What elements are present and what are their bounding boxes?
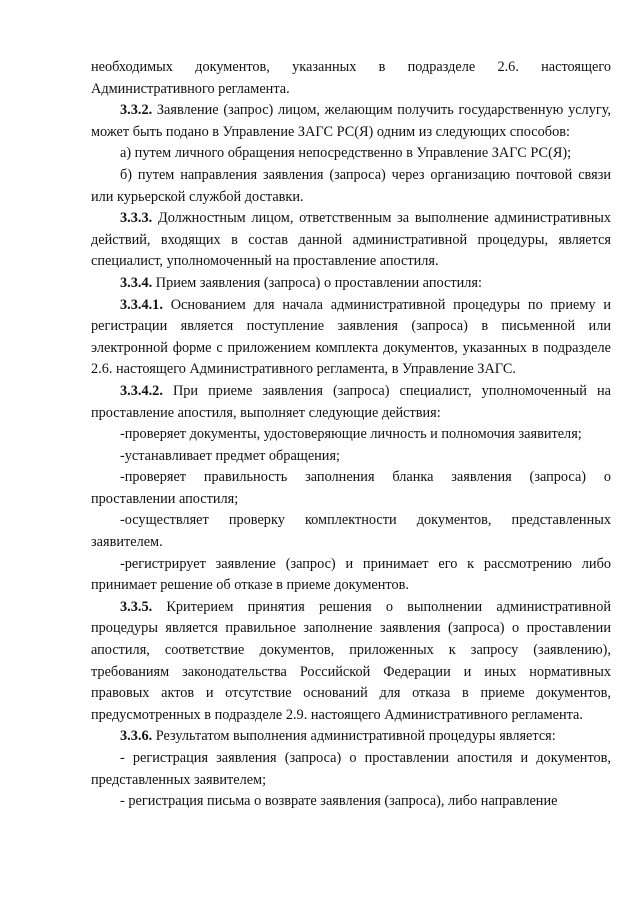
section-3-3-4: 3.3.4. Прием заявления (запроса) о проставлении апостиля:: [120, 274, 482, 291]
section-number: 3.3.5.: [120, 598, 153, 615]
list-item: -проверяет правильность заполнения бланка заявления (запроса) о проставлении апостиля;: [91, 469, 611, 507]
list-item: -проверяет документы, удостоверяющие личность и полномочия заявителя;: [120, 426, 582, 443]
section-number: 3.3.6.: [120, 728, 153, 745]
section-number: 3.3.4.1.: [120, 296, 163, 313]
list-item: -устанавливает предмет обращения;: [120, 447, 341, 464]
list-item: б) путем направления заявления (запроса) через организацию почтовой связи или курьерской службой доставки.: [91, 166, 611, 205]
section-3-3-4-2: 3.3.4.2. При приеме заявления (запроса) специалист, уполномоченный на проставление апостиля, выполняет следующие действия:: [91, 382, 611, 421]
paragraph: необходимых документов, указанных в подразделе 2.6. настоящего Административного регламента.: [91, 59, 611, 97]
section-3-3-3: 3.3.3. Должностным лицом, ответственным за выполнение административных действий, входящих в состав данной административной процедуры, является специалист, уполномоченный на проставление апостиля.: [91, 210, 611, 270]
section-number: 3.3.4.: [120, 274, 153, 291]
document-page: [91, 57, 611, 813]
list-item: -осуществляет проверку комплектности документов, представленных заявителем.: [91, 512, 611, 551]
list-item: -регистрирует заявление (запрос) и принимает его к рассмотрению либо принимает решение об отказе в приеме документов.: [91, 555, 611, 594]
section-number: 3.3.4.2.: [120, 382, 163, 399]
section-number: 3.3.2.: [120, 102, 153, 119]
list-item: - регистрация письма о возврате заявления (запроса), либо направление: [120, 793, 558, 810]
list-item: а) путем личного обращения непосредственно в Управление ЗАГС РС(Я);: [120, 145, 572, 162]
section-3-3-2: 3.3.2. Заявление (запрос) лицом, желающим получить государственную услугу, может быть подано в Управление ЗАГС РС(Я) одним из следующих способов:: [91, 102, 611, 140]
section-3-3-6: 3.3.6. Результатом выполнения административной процедуры является:: [120, 728, 556, 745]
section-3-3-4-1: 3.3.4.1. Основанием для начала административной процедуры по приему и регистрации является поступление заявления (запроса) в письменной или электронной форме с приложением комплекта документов, указанных в подразделе 2.6. настоящего Административного регламента, в Управление ЗАГС.: [91, 296, 611, 378]
section-3-3-5: 3.3.5. Критерием принятия решения о выполнении административной процедуры является правильное заполнение заявления (запроса) о проставлении апостиля, соответствие документов, приложенных к запросу (заявлению), требованиям законодательства Российской Федерации и иных нормативных правовых актов и отсутствие оснований для отказа в приеме документов, предусмотренных в подразделе 2.9. настоящего Административного регламента.: [91, 598, 611, 723]
list-item: - регистрация заявления (запроса) о проставлении апостиля и документов, представленных заявителем;: [91, 750, 611, 788]
section-number: 3.3.3.: [120, 210, 153, 227]
